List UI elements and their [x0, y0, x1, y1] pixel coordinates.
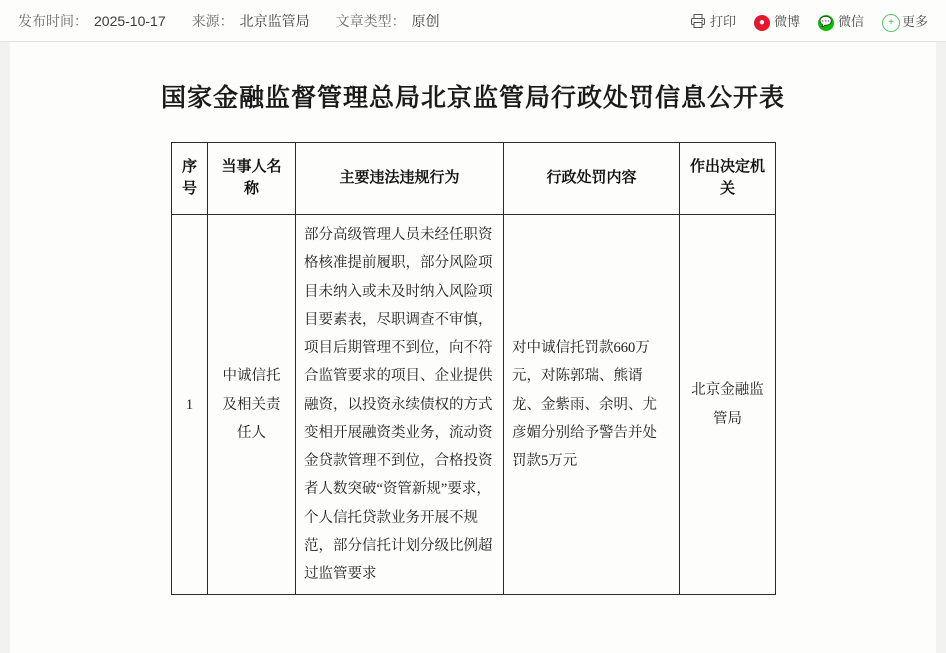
- article-type: [336, 11, 440, 31]
- column-header-party: 当事人名称: [208, 143, 296, 215]
- wechat-icon: 💬: [818, 13, 834, 29]
- weibo-share-button[interactable]: [754, 11, 800, 30]
- print-label: 打印: [709, 14, 736, 29]
- printer-icon: [690, 13, 706, 29]
- source-label: 来源：: [191, 12, 234, 29]
- column-header-no: 序号: [172, 143, 208, 215]
- page-edge-left: [0, 42, 10, 653]
- cell-penalty: 对中诚信托罚款660万元，对陈郭瑞、熊谞龙、金紫雨、余明、尤彦媚分别给予警告并处罚款5万元: [504, 215, 680, 595]
- column-header-fact: 主要违法违规行为: [296, 143, 504, 215]
- cell-organ: 北京金融监管局: [680, 215, 776, 595]
- wechat-label: 微信: [837, 14, 864, 29]
- more-share-button[interactable]: [882, 11, 928, 30]
- share-toolbar: [690, 11, 928, 30]
- table-body: [172, 215, 776, 595]
- article-meta-bar: [0, 0, 946, 42]
- plus-circle-icon: +: [882, 13, 898, 29]
- weibo-icon: ●: [754, 13, 770, 29]
- table-head: [172, 143, 776, 215]
- more-label: 更多: [901, 14, 928, 29]
- article-type-label: 文章类型：: [335, 12, 406, 29]
- page-title: 国家金融监督管理总局北京监管局行政处罚信息公开表: [160, 85, 785, 112]
- publish-time-value: 2025-10-17: [94, 12, 166, 29]
- print-button[interactable]: [690, 11, 736, 30]
- cell-no: 1: [172, 215, 208, 595]
- penalty-table-wrapper: [171, 142, 775, 595]
- document-body: [0, 78, 946, 595]
- publish-time: [18, 11, 166, 31]
- page-edge-right: [936, 42, 946, 653]
- weibo-label: 微博: [773, 14, 800, 29]
- meta-left-group: [18, 11, 440, 31]
- column-header-organ: 作出决定机关: [680, 143, 776, 215]
- cell-party: 中诚信托及相关责任人: [208, 215, 296, 595]
- publish-time-label: 发布时间：: [18, 12, 88, 29]
- source: [192, 11, 310, 31]
- wechat-share-button[interactable]: [818, 11, 864, 30]
- column-header-penalty: 行政处罚内容: [504, 143, 680, 215]
- penalty-table: [171, 142, 776, 595]
- article-type-value: 原创: [411, 12, 440, 29]
- source-value: 北京监管局: [239, 12, 310, 29]
- table-header-row: [172, 143, 776, 215]
- table-row: [172, 215, 776, 595]
- cell-fact: 部分高级管理人员未经任职资格核准提前履职，部分风险项目未纳入或未及时纳入风险项目要素表，尽职调查不审慎，项目后期管理不到位，向不符合监管要求的项目、企业提供融资，以投资永续债权的方式变相开展融资类业务，流动资金贷款管理不到位，合格投资者人数突破“资管新规”要求，个人信托贷款业务开展不规范，部分信托计划分级比例超过监管要求: [296, 215, 504, 595]
